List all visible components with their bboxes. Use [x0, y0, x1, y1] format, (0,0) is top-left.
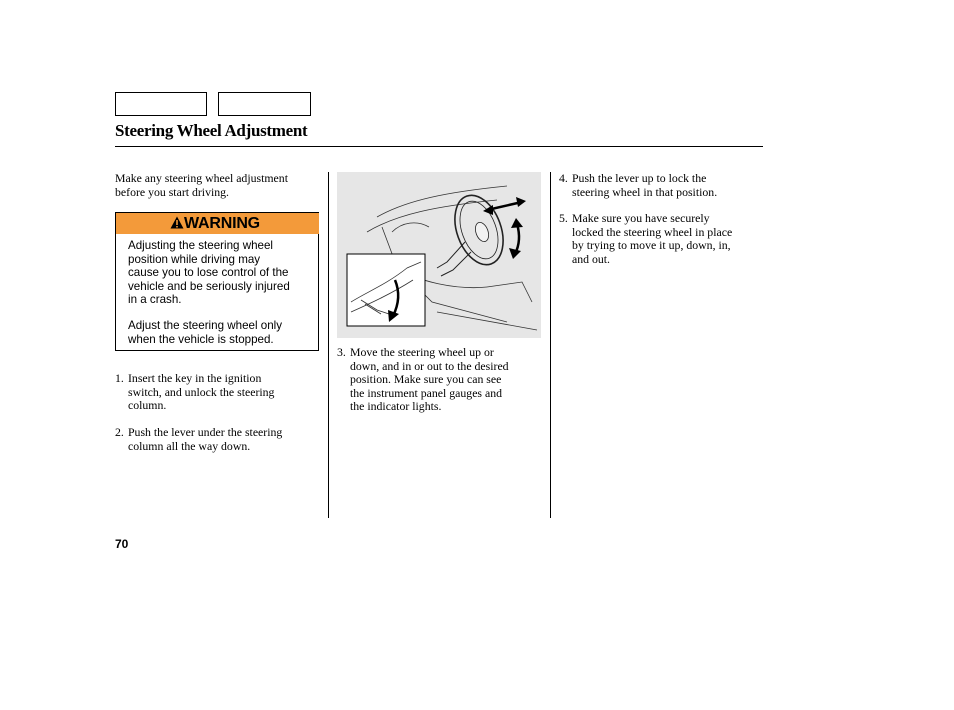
step-line: column.	[128, 398, 167, 413]
warning-label: WARNING	[184, 215, 260, 232]
step-line: down, and in or out to the desired	[350, 358, 509, 373]
nav-tab-2[interactable]	[218, 92, 311, 116]
warning-line: vehicle and be seriously injured	[128, 279, 290, 293]
step-line: Make sure you have securely	[572, 211, 710, 225]
step-line: switch, and unlock the steering	[128, 384, 275, 399]
intro-text	[115, 172, 325, 199]
warning-box	[115, 212, 319, 351]
warning-paragraph-2	[128, 319, 314, 346]
step-line: locked the steering wheel in place	[572, 224, 733, 239]
intro-line-2: before you start driving.	[115, 184, 230, 199]
warning-line: Adjusting the steering wheel	[128, 239, 274, 252]
warning-line: cause you to lose control of the	[128, 266, 289, 280]
warning-paragraph-1	[128, 239, 314, 307]
page-number: 70	[115, 537, 129, 551]
warning-triangle-icon	[170, 216, 184, 229]
steering-wheel-illustration	[337, 172, 541, 338]
step-text	[572, 172, 717, 199]
step-line: the indicator lights.	[350, 399, 442, 414]
warning-line: when the vehicle is stopped.	[128, 332, 274, 346]
column-separator-1	[328, 172, 329, 518]
step-text	[128, 426, 282, 453]
step-number: 3.	[337, 345, 346, 359]
step-text	[128, 372, 274, 413]
step-line: Push the lever under the steering	[128, 425, 283, 439]
warning-line: in a crash.	[128, 293, 182, 307]
steering-column-diagram	[337, 172, 541, 338]
warning-line: Adjust the steering wheel only	[128, 319, 283, 332]
page-title: Steering Wheel Adjustment	[115, 121, 308, 140]
step-number: 1.	[115, 371, 124, 385]
title-rule	[115, 146, 763, 147]
step-line: steering wheel in that position.	[572, 184, 718, 199]
step-line: and out.	[572, 251, 611, 266]
step-line: by trying to move it up, down, in,	[572, 238, 731, 253]
step-line: position. Make sure you can see	[350, 372, 502, 387]
warning-line: position while driving may	[128, 252, 261, 266]
step-number: 4.	[559, 171, 568, 185]
step-number: 2.	[115, 425, 124, 439]
nav-tab-1[interactable]	[115, 92, 207, 116]
step-line: Move the steering wheel up or	[350, 345, 494, 359]
intro-line-1: Make any steering wheel adjustment	[115, 171, 288, 185]
step-line: column all the way down.	[128, 438, 251, 453]
step-number: 5.	[559, 211, 568, 225]
step-line: Insert the key in the ignition	[128, 371, 262, 385]
step-text	[350, 346, 509, 414]
column-separator-2	[550, 172, 551, 518]
step-line: the instrument panel gauges and	[350, 385, 503, 400]
step-line: Push the lever up to lock the	[572, 171, 707, 185]
step-text	[572, 212, 732, 266]
warning-header	[116, 213, 319, 234]
